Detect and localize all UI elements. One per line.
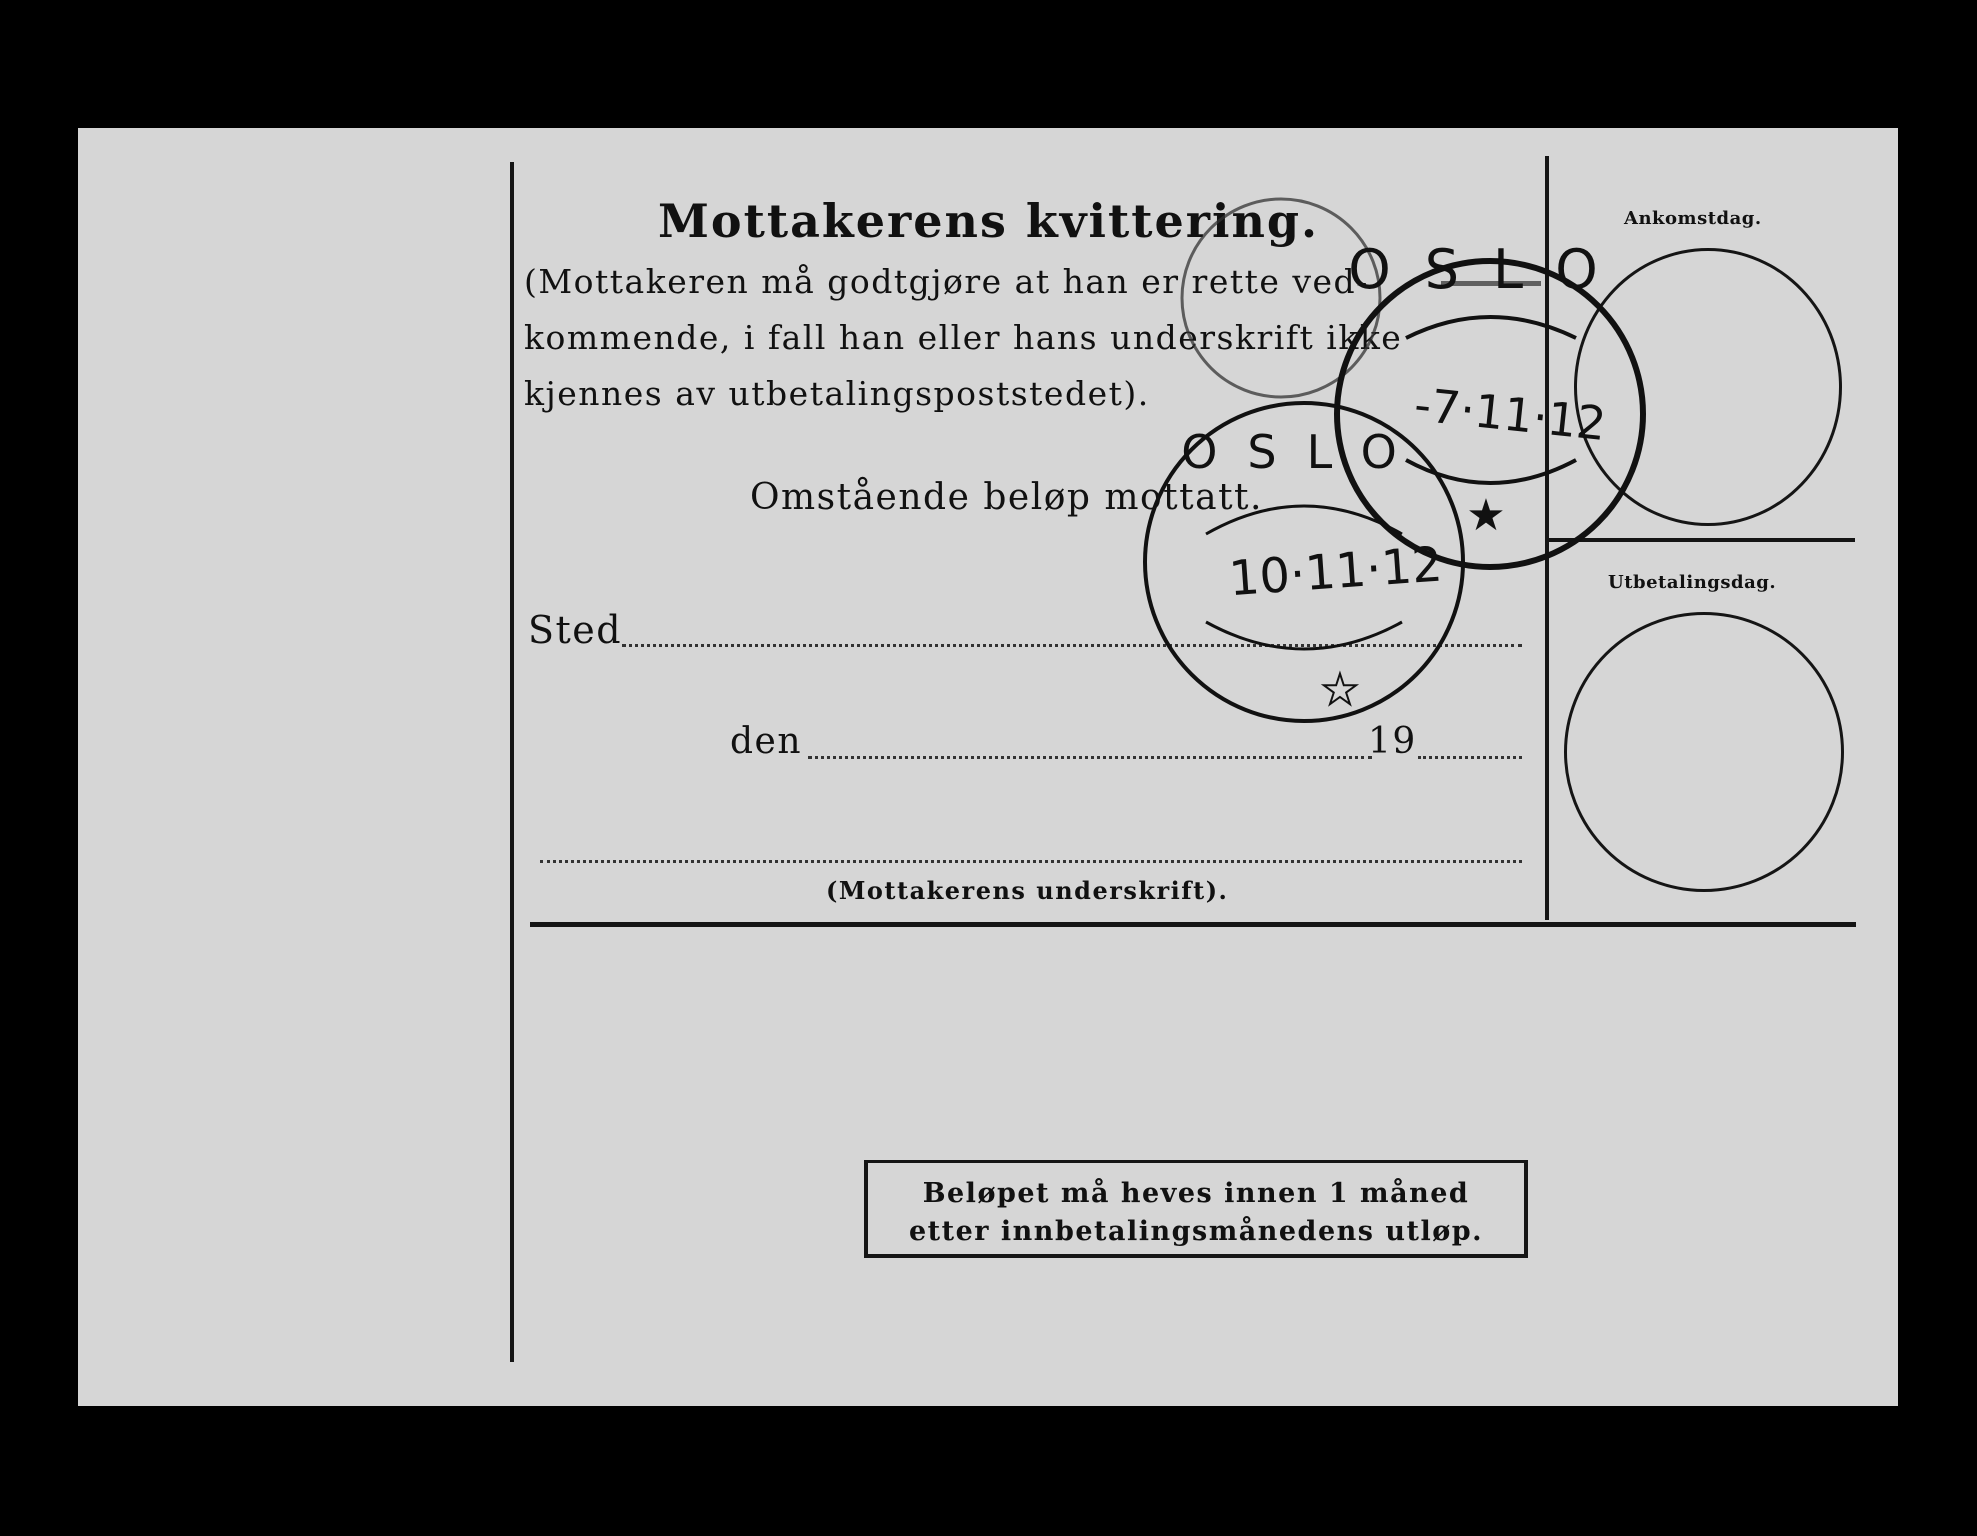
instruction-line-1: (Mottakeren må godtgjøre at han er rette ved- [524,262,1369,301]
notice-line-2: etter innbetalingsmånedens utløp. [909,1216,1483,1247]
arrival-day-label: Ankomstdag. [1624,208,1762,229]
date-label: den [730,721,803,762]
amount-received-text: Omstående beløp mottatt. [750,477,1263,518]
postmark-oslo-1 [1337,238,1643,567]
signature-label: (Mottakerens underskrift). [826,876,1229,905]
stamp2-star-icon: ★ [1321,665,1359,714]
stamp1-city: OSLO [1348,238,1632,301]
notice-line-1: Beløpet må heves innen 1 måned [922,1178,1470,1209]
postal-receipt-card [78,128,1898,1406]
year-prefix: 19 [1368,721,1417,762]
stamp2-city: OSLO [1181,425,1427,479]
instruction-line-3: kjennes av utbetalingspoststedet). [524,374,1150,413]
place-label: Sted [528,608,623,652]
instruction-line-2: kommende, i fall han eller hans underskrift ikke [524,318,1403,357]
receipt-title: Mottakerens kvittering. [658,194,1320,248]
postmark-stamps [78,128,1898,1406]
stamp1-date: -7·11·12 [1411,377,1609,452]
stamp1-star-icon: ★ [1466,490,1506,541]
stamp2-date: 10·11·12 [1227,536,1445,608]
postmark-oslo-2 [1145,403,1463,721]
payment-day-label: Utbetalingsdag. [1608,572,1777,593]
